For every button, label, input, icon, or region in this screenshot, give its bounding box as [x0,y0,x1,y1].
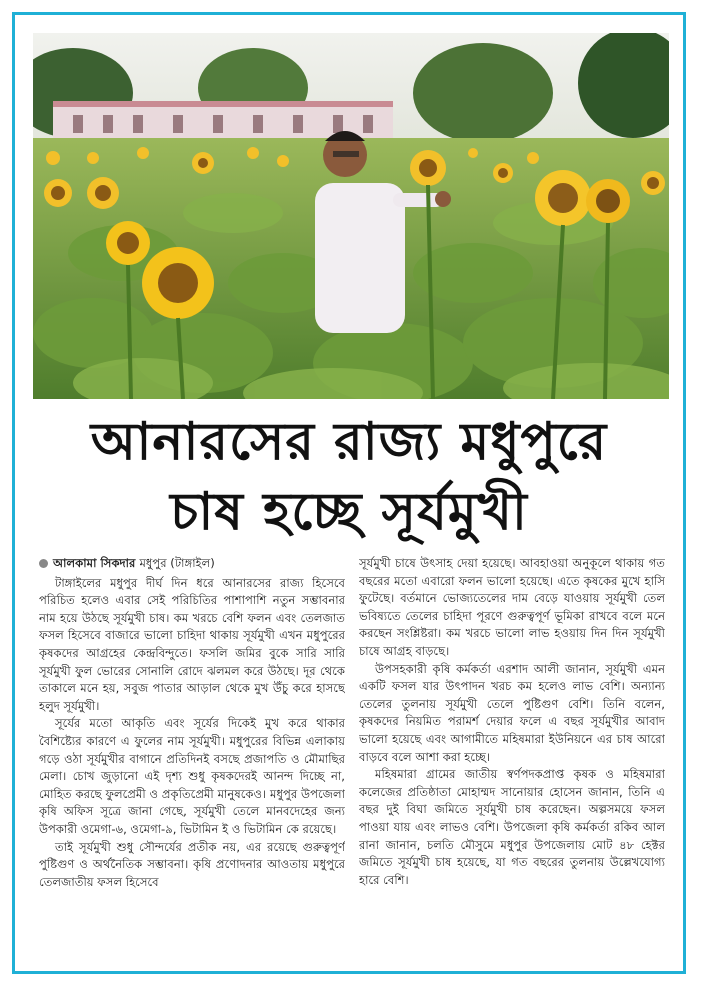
article-frame [12,12,686,974]
byline [39,555,345,573]
paragraph: তাই সূর্যমুখী শুধু সৌন্দর্যের প্রতীক নয়, এর রয়েছে গুরুত্বপূর্ণ পুষ্টিগুণ ও অর্থনৈতিক সম্ভাবনা। কৃষি প্রণোদনার আওতায় মধুপুরে তেলজাতীয় ফসল হিসেবে [39,839,345,889]
headline-line-2: চাষ হচ্ছে সূর্যমুখী [170,482,528,542]
paragraph: উপসহকারী কৃষি কর্মকর্তা এরশাদ আলী জানান, সূর্যমুখী এমন একটি ফসল যার উৎপাদন খরচ কম হলেও লাভ বেশি। অন্যান্য তেলের তুলনায় সূর্যমুখী তেলে পুষ্টিগুণ বেশি। তিনি বলেন, কৃষকদের নিয়মিত পরামর্শ দেয়ার ফলে এ বছর সূর্যমুখীর আবাদ ভালো হয়েছে এবং আগামীতে মহিষমারা ইউনিয়নে এর চাষ আরো বাড়বে বলে আশা করা হচ্ছে। [359,661,665,764]
byline-location: মধুপুর (টাঙ্গাইল) [139,556,215,570]
column-1 [39,555,345,975]
paragraph: সূর্যের মতো আকৃতি এবং সূর্যের দিকেই মুখ করে থাকার বৈশিষ্ট্যের কারণে এ ফুলের নাম সূর্যমুখী। মধুপুরের বিভিন্ন এলাকায় গড়ে ওঠা সূর্যমুখীর বাগানে প্রতিদিনই বসছে প্রজাপতি ও মৌমাছির মেলা। চোখ জুড়ানো এই দৃশ্য শুধু কৃষকদেরই আনন্দ দিচ্ছে না, মোহিত করছে ফুলপ্রেমী ও প্রকৃতিপ্রেমী মানুষকেও। মধুপুর উপজেলা কৃষি অফিস সূত্রে জানা গেছে, সূর্যমুখী তেলে মানবদেহের জন্য উপকারী ওমেগা-৬, ওমেগা-৯, ভিটামিন ই ও ভিটামিন কে রয়েছে। [39,716,345,836]
article-body [39,555,665,975]
headline-line-1: আনারসের রাজ্য মধুপুরে [90,412,608,472]
paragraph: টাঙ্গাইলের মধুপুর দীর্ঘ দিন ধরে আনারসের রাজ্য হিসেবে পরিচিত হলেও এবার সেই পরিচিতির পাশাপাশি নতুন সম্ভাবনার নাম হয়ে উঠছে সূর্যমুখী চাষ। কম খরচে বেশি ফলন এবং তেলজাত ফসল হিসেবে বাজারে ভালো চাহিদা থাকায় সূর্যমুখী এখন মধুপুরের কৃষকদের আগ্রহের কেন্দ্রবিন্দুতে। ফসলি জমির বুকে সারি সারি সূর্যমুখী ফুল ভোরের সোনালি রোদে ঝলমল করে উঠছে। দূর থেকে তাকালে মনে হয়, সবুজ পাতার আড়াল থেকে মুখ উঁচু করে হাসছে হলুদ সূর্যমুখী। [39,575,345,713]
sunflower-field-photo [33,33,669,399]
bullet-icon [39,559,48,568]
paragraph: সূর্যমুখী চাষে উৎসাহ দেয়া হয়েছে। আবহাওয়া অনুকূলে থাকায় গত বছরের মতো এবারো ফলন ভালো হয়েছে। এতে কৃষকের মুখে হাসি ফুটেছে। বর্তমানে ভোজ্যতেলের দাম বেড়ে যাওয়ায় সূর্যমুখী তেল ভবিষ্যতে তেলের চাহিদা পূরণে গুরুত্বপূর্ণ ভূমিকা রাখবে বলে মনে করছেন সংশ্লিষ্টরা। কম খরচে ভালো লাভ হওয়ায় দিন দিন সূর্যমুখী চাষে আগ্রহ বাড়ছে। [359,556,665,658]
paragraph: মহিষমারা গ্রামের জাতীয় স্বর্ণপদকপ্রাপ্ত কৃষক ও মহিষমারা কলেজের প্রতিষ্ঠাতা মোহাম্মদ সানোয়ার হোসেন জানান, তিনি এ বছর দুই বিঘা জমিতে সূর্যমুখী চাষ করেছেন। অল্পসময়ে ফসল পাওয়া যায় এবং লাভও বেশি। উপজেলা কৃষি কর্মকর্তা রকিব আল রানা জানান, চলতি মৌসুমে মধুপুর উপজেলায় মোট ৪৮ হেক্টর জমিতে সূর্যমুখী চাষ হয়েছে, যা গত বছরের তুলনায় উল্লেখযোগ্য হারে বেশি। [359,767,665,887]
byline-author: আলকামা সিকদার [53,556,136,570]
column-2 [359,555,665,975]
